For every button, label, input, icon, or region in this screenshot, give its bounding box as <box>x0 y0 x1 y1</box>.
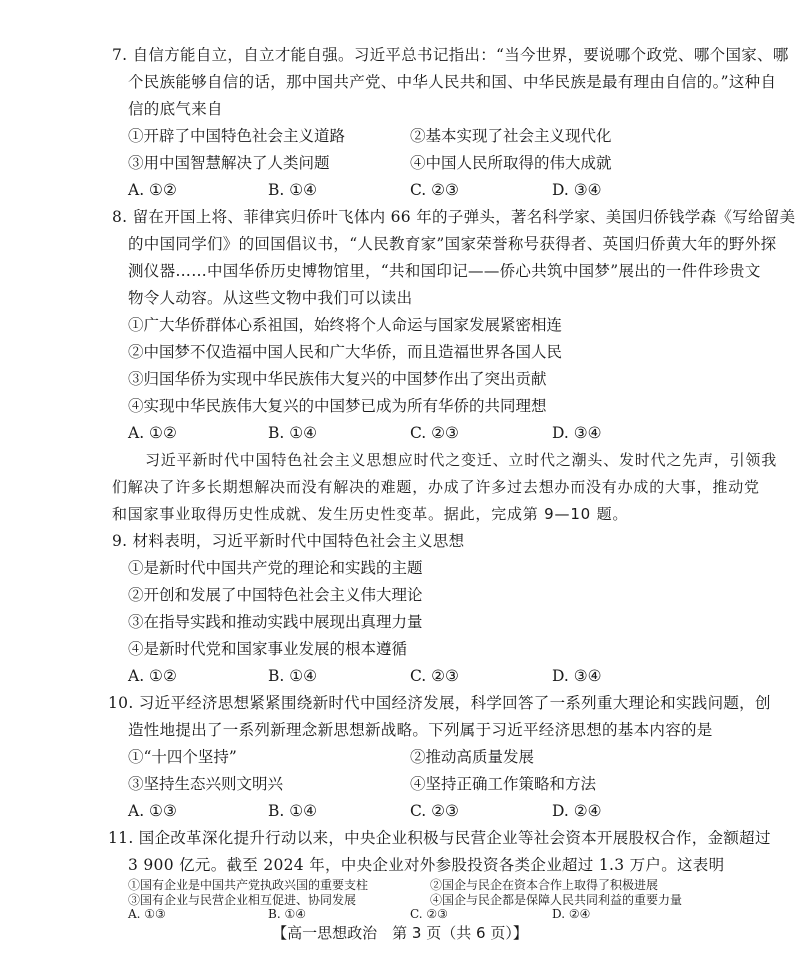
q8-stem-line-2: 的中国同学们》的回国倡议书，“人民教育家”国家荣誉称号获得者、英国归侨黄大年的野外探 <box>128 235 777 253</box>
q9-choice-a: A. ①② <box>128 667 177 685</box>
q10-item-1: ①“十四个坚持” <box>128 748 237 766</box>
q8-stem-line-4: 物令人动容。从这些文物中我们可以读出 <box>128 289 413 307</box>
page-footer: 【高一思想政治 第 3 页（共 6 页）】 <box>272 924 528 942</box>
q8-choice-c: C. ②③ <box>410 424 459 442</box>
q8-item-1: ①广大华侨群体心系祖国，始终将个人命运与国家发展紧密相连 <box>128 316 563 334</box>
q8-item-2: ②中国梦不仅造福中国人民和广大华侨，而且造福世界各国人民 <box>128 343 563 361</box>
q7-item-4: ④中国人民所取得的伟大成就 <box>410 154 612 172</box>
q10-choice-c: C. ②③ <box>410 802 459 820</box>
q10-item-4: ④坚持正确工作策略和方法 <box>410 775 597 793</box>
q11-item-4: ④国企与民企都是保障人民共同利益的重要力量 <box>430 893 683 907</box>
q9-item-4: ④是新时代党和国家事业发展的根本遵循 <box>128 640 408 658</box>
q11-choice-d: D. ②④ <box>552 907 591 921</box>
q11-stem-line-2: 3 900 亿元。截至 2024 年，中央企业对外参股投资各类企业超过 1.3 万户。这表明 <box>128 856 725 874</box>
q7-choice-d: D. ③④ <box>552 181 602 199</box>
q7-choice-b: B. ①④ <box>268 181 318 199</box>
q10-choice-d: D. ②④ <box>552 802 602 820</box>
q9-stem-line-1: 9. 材料表明，习近平新时代中国特色社会主义思想 <box>112 532 465 550</box>
q7-item-1: ①开辟了中国特色社会主义道路 <box>128 127 346 145</box>
q7-choice-c: C. ②③ <box>410 181 459 199</box>
q8-stem-line-3: 测仪器……中国华侨历史博物馆里，“共和国印记——侨心共筑中国梦”展出的一件件珍贵文 <box>128 262 761 280</box>
q10-item-3: ③坚持生态兴则文明兴 <box>128 775 284 793</box>
q8-stem-line-1: 8. 留在开国上将、菲律宾归侨叶飞体内 66 年的子弹头，著名科学家、美国归侨钱学森《写给留美 <box>112 208 796 226</box>
q11-choice-a: A. ①③ <box>128 907 166 921</box>
q7-choice-a: A. ①② <box>128 181 177 199</box>
q11-item-2: ②国企与民企在资本合作上取得了积极进展 <box>430 878 659 892</box>
passage-line-1: 习近平新时代中国特色社会主义思想应时代之变迁、立时代之潮头、发时代之先声，引领我 <box>145 451 778 469</box>
q10-choice-b: B. ①④ <box>268 802 318 820</box>
q11-item-1: ①国有企业是中国共产党执政兴国的重要支柱 <box>128 878 369 892</box>
q8-choice-a: A. ①② <box>128 424 177 442</box>
q11-stem-line-1: 11. 国企改革深化提升行动以来，中央企业积极与民营企业等社会资本开展股权合作，金额超过 <box>108 829 771 847</box>
q10-stem-line-1: 10. 习近平经济思想紧紧围绕新时代中国经济发展，科学回答了一系列重大理论和实践问题，创 <box>108 694 771 712</box>
q9-choice-b: B. ①④ <box>268 667 318 685</box>
q7-stem-line-3: 信的底气来自 <box>128 100 223 118</box>
passage-line-2: 们解决了许多长期想解决而没有解决的难题，办成了许多过去想办而没有办成的大事，推动党 <box>112 478 760 496</box>
q7-stem-line-2: 个民族能够自信的话，那中国共产党、中华人民共和国、中华民族是最有理由自信的。”这种自 <box>128 73 777 91</box>
q8-choice-b: B. ①④ <box>268 424 318 442</box>
q8-choice-d: D. ③④ <box>552 424 602 442</box>
q11-item-3: ③国有企业与民营企业相互促进、协同发展 <box>128 893 357 907</box>
q10-choice-a: A. ①③ <box>128 802 177 820</box>
q7-item-2: ②基本实现了社会主义现代化 <box>410 127 612 145</box>
passage-line-3: 和国家事业取得历史性成就、发生历史性变革。据此，完成第 9—10 题。 <box>112 505 629 523</box>
q8-item-4: ④实现中华民族伟大复兴的中国梦已成为所有华侨的共同理想 <box>128 397 547 415</box>
q9-choice-c: C. ②③ <box>410 667 459 685</box>
q9-item-2: ②开创和发展了中国特色社会主义伟大理论 <box>128 586 423 604</box>
q7-stem-line-1: 7. 自信方能自立，自立才能自强。习近平总书记指出：“当今世界，要说哪个政党、哪个国家、哪 <box>112 46 789 64</box>
q10-item-2: ②推动高质量发展 <box>410 748 535 766</box>
q11-choice-c: C. ②③ <box>410 907 448 921</box>
q8-item-3: ③归国华侨为实现中华民族伟大复兴的中国梦作出了突出贡献 <box>128 370 547 388</box>
q7-item-3: ③用中国智慧解决了人类问题 <box>128 154 330 172</box>
q9-item-1: ①是新时代中国共产党的理论和实践的主题 <box>128 559 423 577</box>
q9-item-3: ③在指导实践和推动实践中展现出真理力量 <box>128 613 423 631</box>
q10-stem-line-2: 造性地提出了一系列新理念新思想新战略。下列属于习近平经济思想的基本内容的是 <box>128 721 713 739</box>
q9-choice-d: D. ③④ <box>552 667 602 685</box>
q11-choice-b: B. ①④ <box>268 907 306 921</box>
